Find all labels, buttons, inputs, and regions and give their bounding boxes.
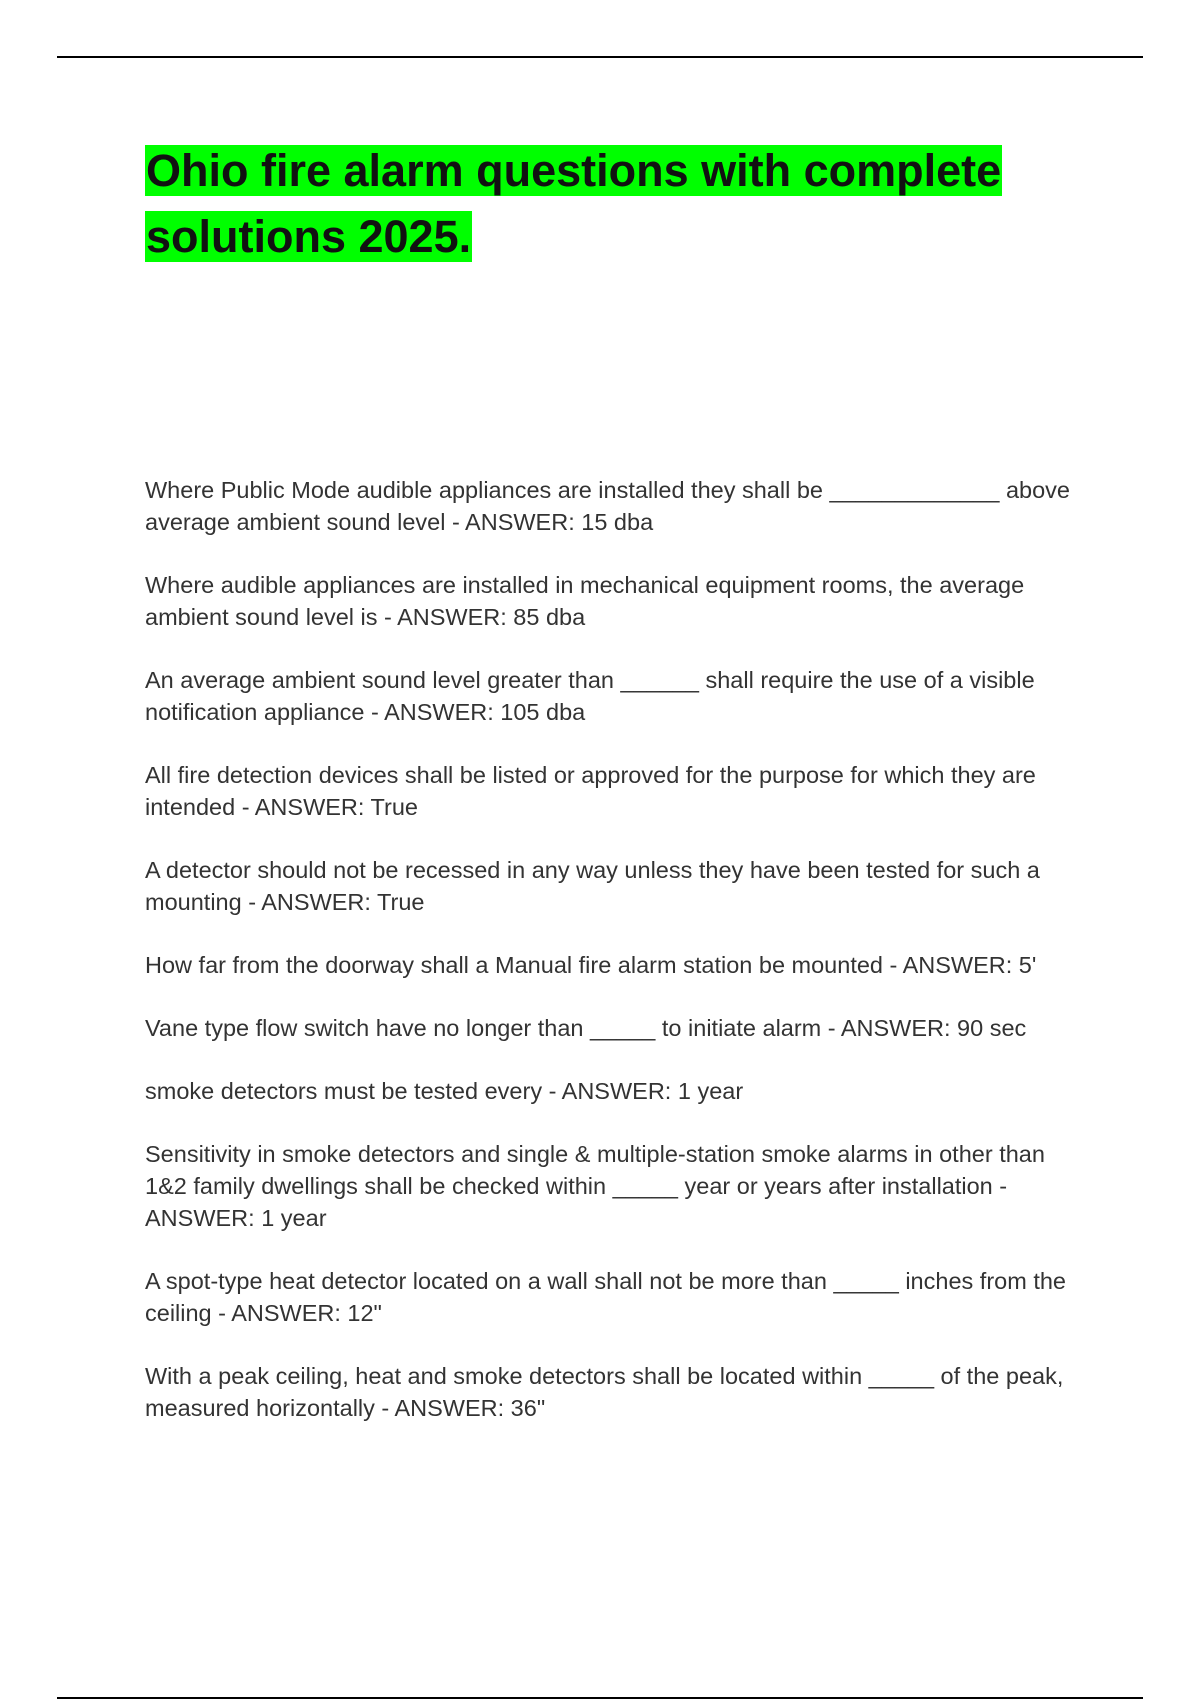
title-highlight: Ohio fire alarm questions with complete solutions 2025.	[146, 145, 1002, 262]
question-item: A spot-type heat detector located on a wall shall not be more than _____ inches from the ceiling - ANSWER: 12"	[145, 1268, 1066, 1326]
question-list	[145, 474, 1090, 1455]
document-title	[145, 138, 1145, 270]
question-item: All fire detection devices shall be listed or approved for the purpose for which they are intended - ANSWER: True	[145, 762, 1036, 820]
question-item: With a peak ceiling, heat and smoke detectors shall be located within _____ of the peak, measured horizontally - ANSWER: 36"	[145, 1363, 1064, 1421]
question-item: A detector should not be recessed in any way unless they have been tested for such a mounting - ANSWER: True	[145, 857, 1040, 915]
question-item: An average ambient sound level greater than ______ shall require the use of a visible notification appliance - ANSWER: 105 dba	[145, 667, 1035, 725]
question-item: Vane type flow switch have no longer than _____ to initiate alarm - ANSWER: 90 sec	[145, 1015, 1027, 1041]
question-item: Where Public Mode audible appliances are installed they shall be _____________ above average ambient sound level - ANSWER: 15 dba	[145, 477, 1070, 535]
footer-rule	[57, 1697, 1143, 1699]
question-item: smoke detectors must be tested every - ANSWER: 1 year	[145, 1078, 744, 1104]
header-rule	[57, 56, 1143, 58]
question-item: Where audible appliances are installed in mechanical equipment rooms, the average ambient sound level is - ANSWER: 85 dba	[145, 572, 1025, 630]
question-item: How far from the doorway shall a Manual fire alarm station be mounted - ANSWER: 5'	[145, 952, 1037, 978]
question-item: Sensitivity in smoke detectors and single & multiple-station smoke alarms in other than 1&2 family dwellings shall be checked within _____ year or years after installation - ANSWER: 1 year	[145, 1141, 1045, 1231]
